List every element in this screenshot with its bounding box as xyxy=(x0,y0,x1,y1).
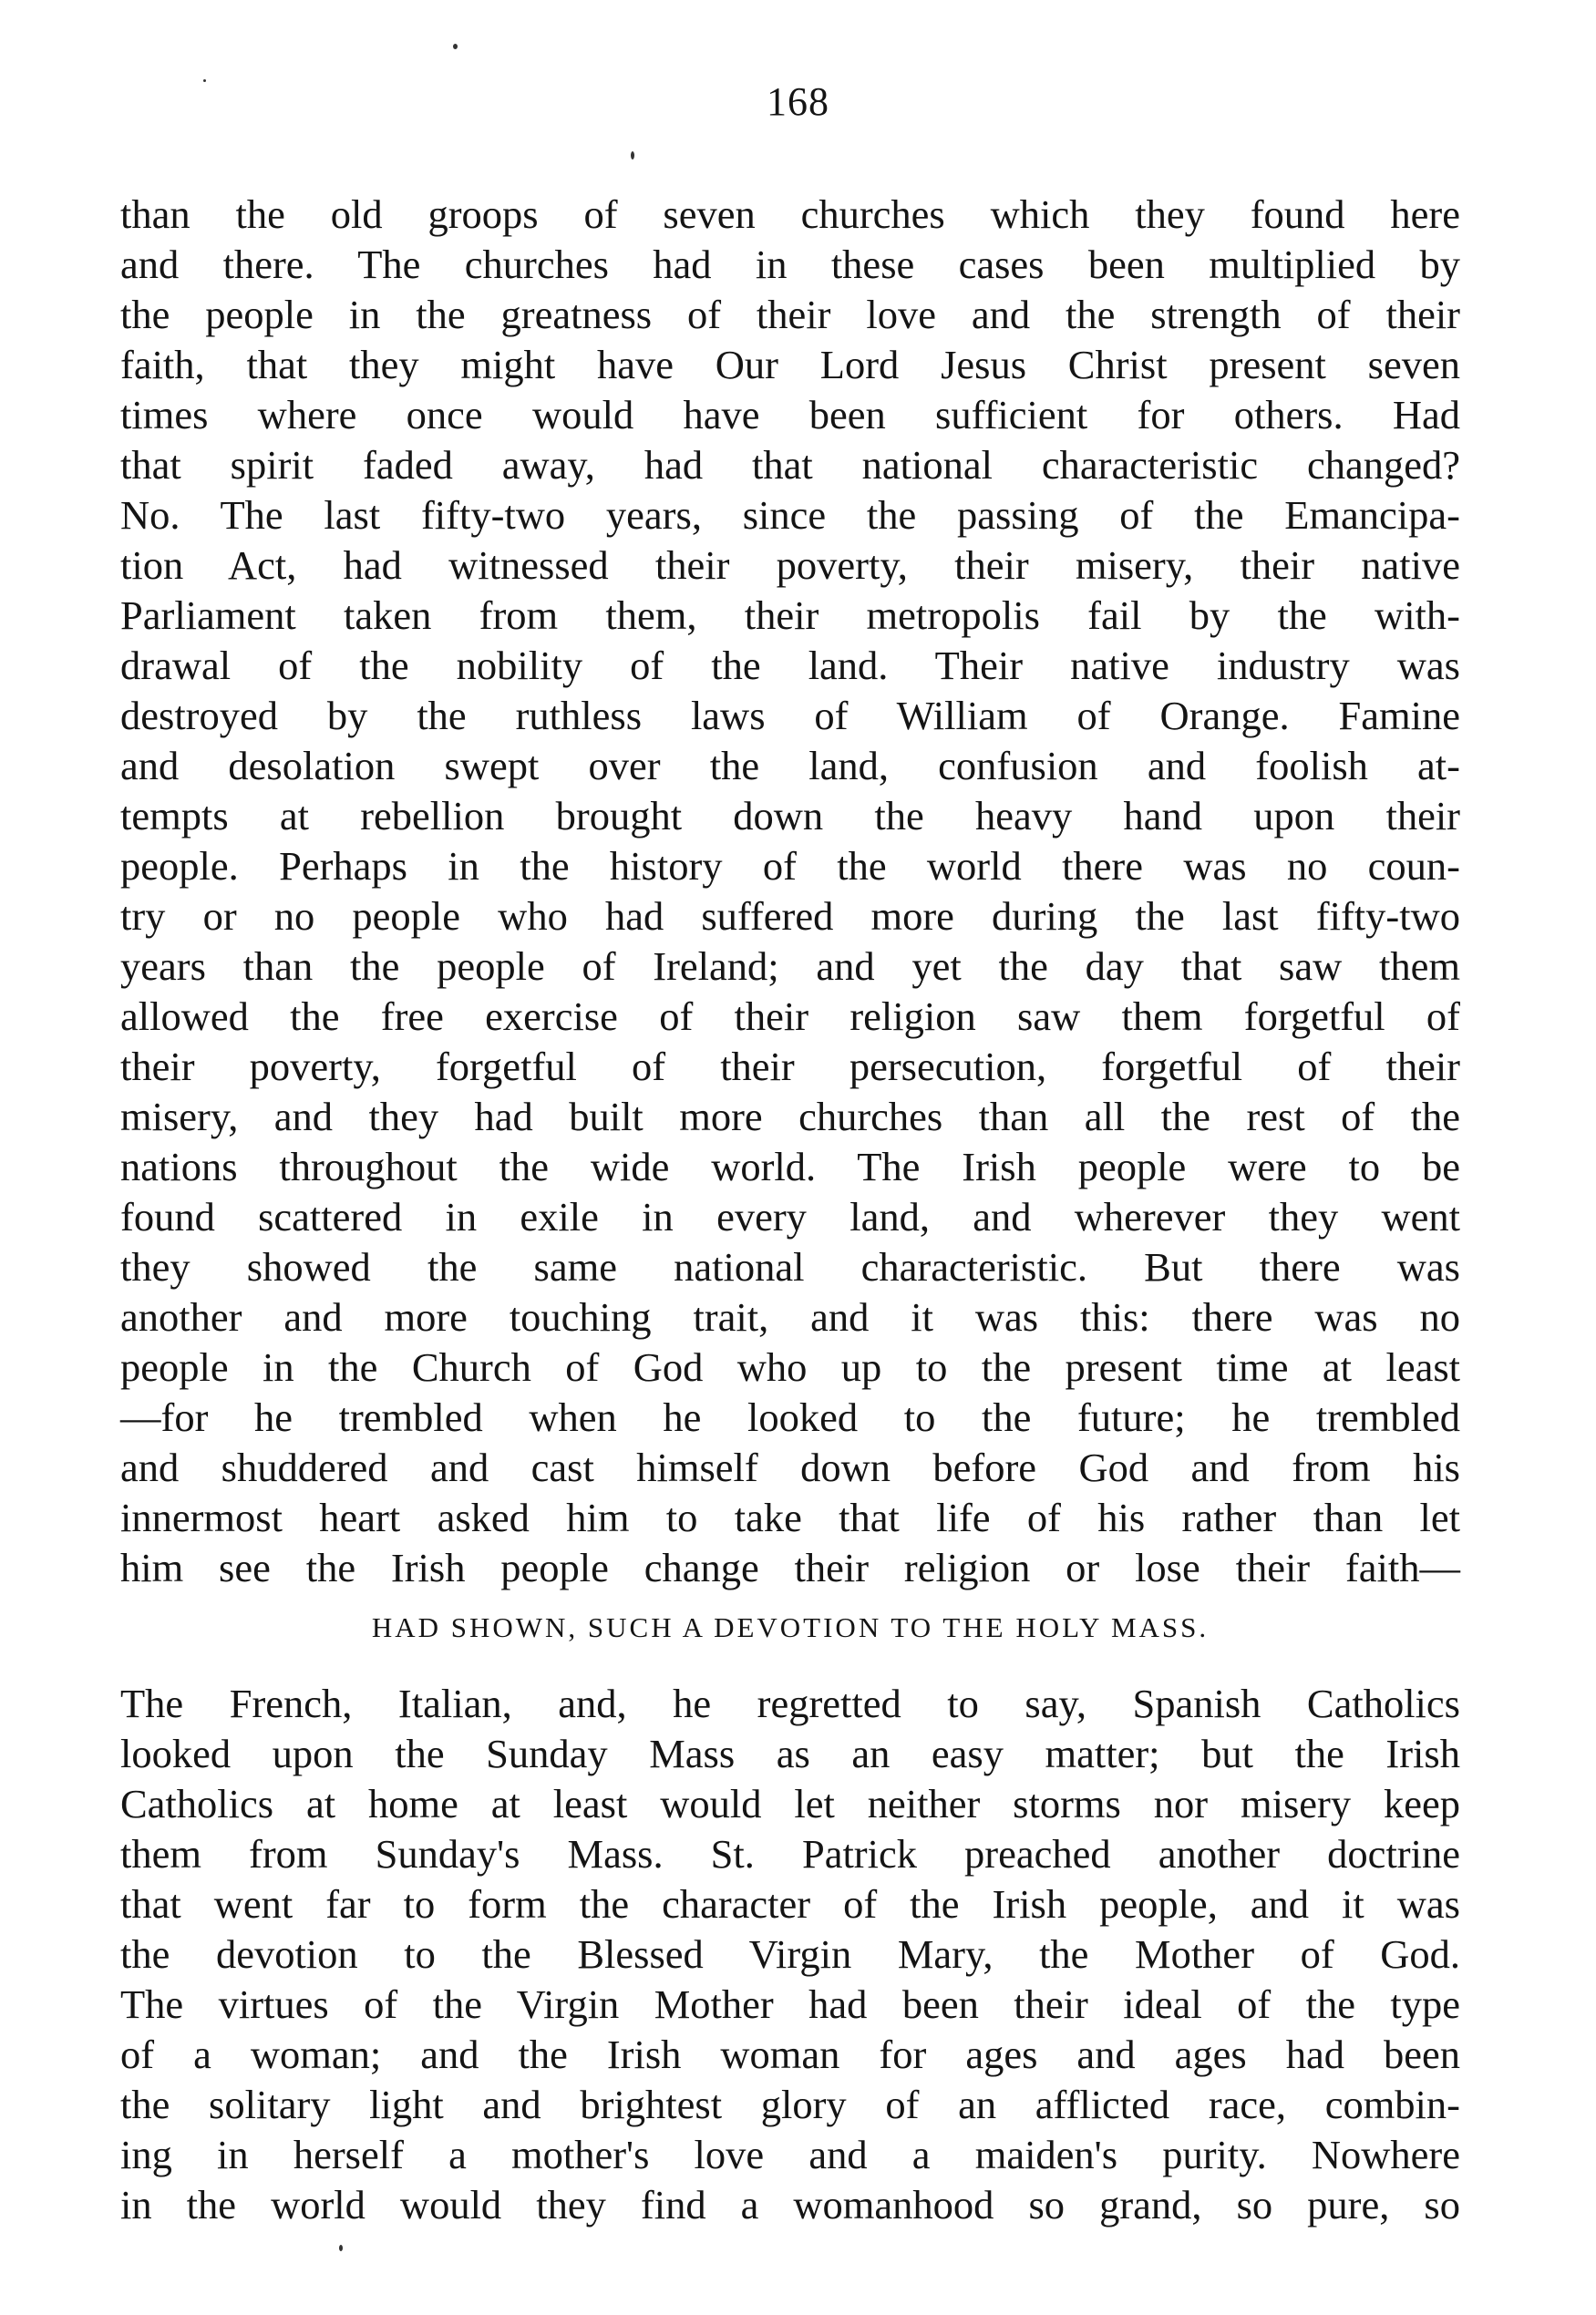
text-line: people in the Church of God who up to the present time at least xyxy=(120,1344,1460,1390)
text-line: the solitary light and brightest glory of an afflicted race, combin- xyxy=(120,2082,1460,2127)
text-line: them from Sunday's Mass. St. Patrick preached another doctrine xyxy=(120,1831,1460,1877)
text-line: tion Act, had witnessed their poverty, their misery, their native xyxy=(120,542,1460,588)
section-heading: HAD SHOWN, SUCH A DEVOTION TO THE HOLY MASS. xyxy=(371,1611,1210,1643)
paragraph-2 xyxy=(120,1679,1460,2230)
text-line: and there. The churches had in these cases been multiplied by xyxy=(120,242,1460,287)
text-line: innermost heart asked him to take that life of his rather than let xyxy=(120,1495,1460,1540)
text-line: they showed the same national characteristic. But there was xyxy=(120,1244,1460,1290)
text-line: than the old groops of seven churches which they found here xyxy=(120,191,1460,237)
text-line: misery, and they had built more churches than all the rest of the xyxy=(120,1094,1460,1139)
text-line: their poverty, forgetful of their persecution, forgetful of their xyxy=(120,1044,1460,1089)
print-speck xyxy=(203,79,206,82)
text-line: nations throughout the wide world. The Irish people were to be xyxy=(120,1144,1460,1189)
text-line: Catholics at home at least would let neither storms nor misery keep xyxy=(120,1781,1460,1826)
text-line: in the world would they find a womanhood so grand, so pure, so xyxy=(120,2182,1460,2228)
text-line: destroyed by the ruthless laws of William of Orange. Famine xyxy=(120,693,1460,738)
paragraph-1 xyxy=(120,190,1460,1593)
text-line: try or no people who had suffered more during the last fifty-two xyxy=(120,893,1460,939)
text-line: of a woman; and the Irish woman for ages and ages had been xyxy=(120,2032,1460,2077)
text-line: No. The last fifty-two years, since the passing of the Emancipa- xyxy=(120,492,1460,538)
page-number: 168 xyxy=(767,79,829,124)
text-line: people. Perhaps in the history of the world there was no coun- xyxy=(120,843,1460,889)
text-line: and shuddered and cast himself down before God and from his xyxy=(120,1445,1460,1490)
text-line: tempts at rebellion brought down the heavy hand upon their xyxy=(120,793,1460,839)
text-line: that went far to form the character of the Irish people, and it was xyxy=(120,1881,1460,1927)
text-line: —for he trembled when he looked to the future; he trembled xyxy=(120,1394,1460,1440)
text-line: drawal of the nobility of the land. Their native industry was xyxy=(120,643,1460,688)
text-line: times where once would have been sufficient for others. Had xyxy=(120,392,1460,437)
text-line: and desolation swept over the land, confusion and foolish at- xyxy=(120,743,1460,788)
text-line: another and more touching trait, and it was this: there was no xyxy=(120,1294,1460,1340)
text-line: him see the Irish people change their religion or lose their faith— xyxy=(120,1545,1460,1590)
text-line: The virtues of the Virgin Mother had been their ideal of the type xyxy=(120,1981,1460,2027)
text-line: the people in the greatness of their love and the strength of their xyxy=(120,292,1460,337)
text-line: The French, Italian, and, he regretted to say, Spanish Catholics xyxy=(120,1681,1460,1726)
text-line: looked upon the Sunday Mass as an easy matter; but the Irish xyxy=(120,1731,1460,1776)
print-speck xyxy=(453,44,458,49)
text-line: Parliament taken from them, their metropolis fail by the with- xyxy=(120,592,1460,638)
print-speck xyxy=(339,2245,343,2251)
text-line: ing in herself a mother's love and a maiden's purity. Nowhere xyxy=(120,2132,1460,2177)
text-line: years than the people of Ireland; and yet the day that saw them xyxy=(120,943,1460,989)
text-line: the devotion to the Blessed Virgin Mary, the Mother of God. xyxy=(120,1931,1460,1977)
text-line: allowed the free exercise of their religion saw them forgetful of xyxy=(120,993,1460,1039)
text-line: found scattered in exile in every land, and wherever they went xyxy=(120,1194,1460,1240)
print-speck xyxy=(631,151,634,159)
text-line: that spirit faded away, had that national characteristic changed? xyxy=(120,442,1460,488)
text-line: faith, that they might have Our Lord Jesus Christ present seven xyxy=(120,342,1460,387)
